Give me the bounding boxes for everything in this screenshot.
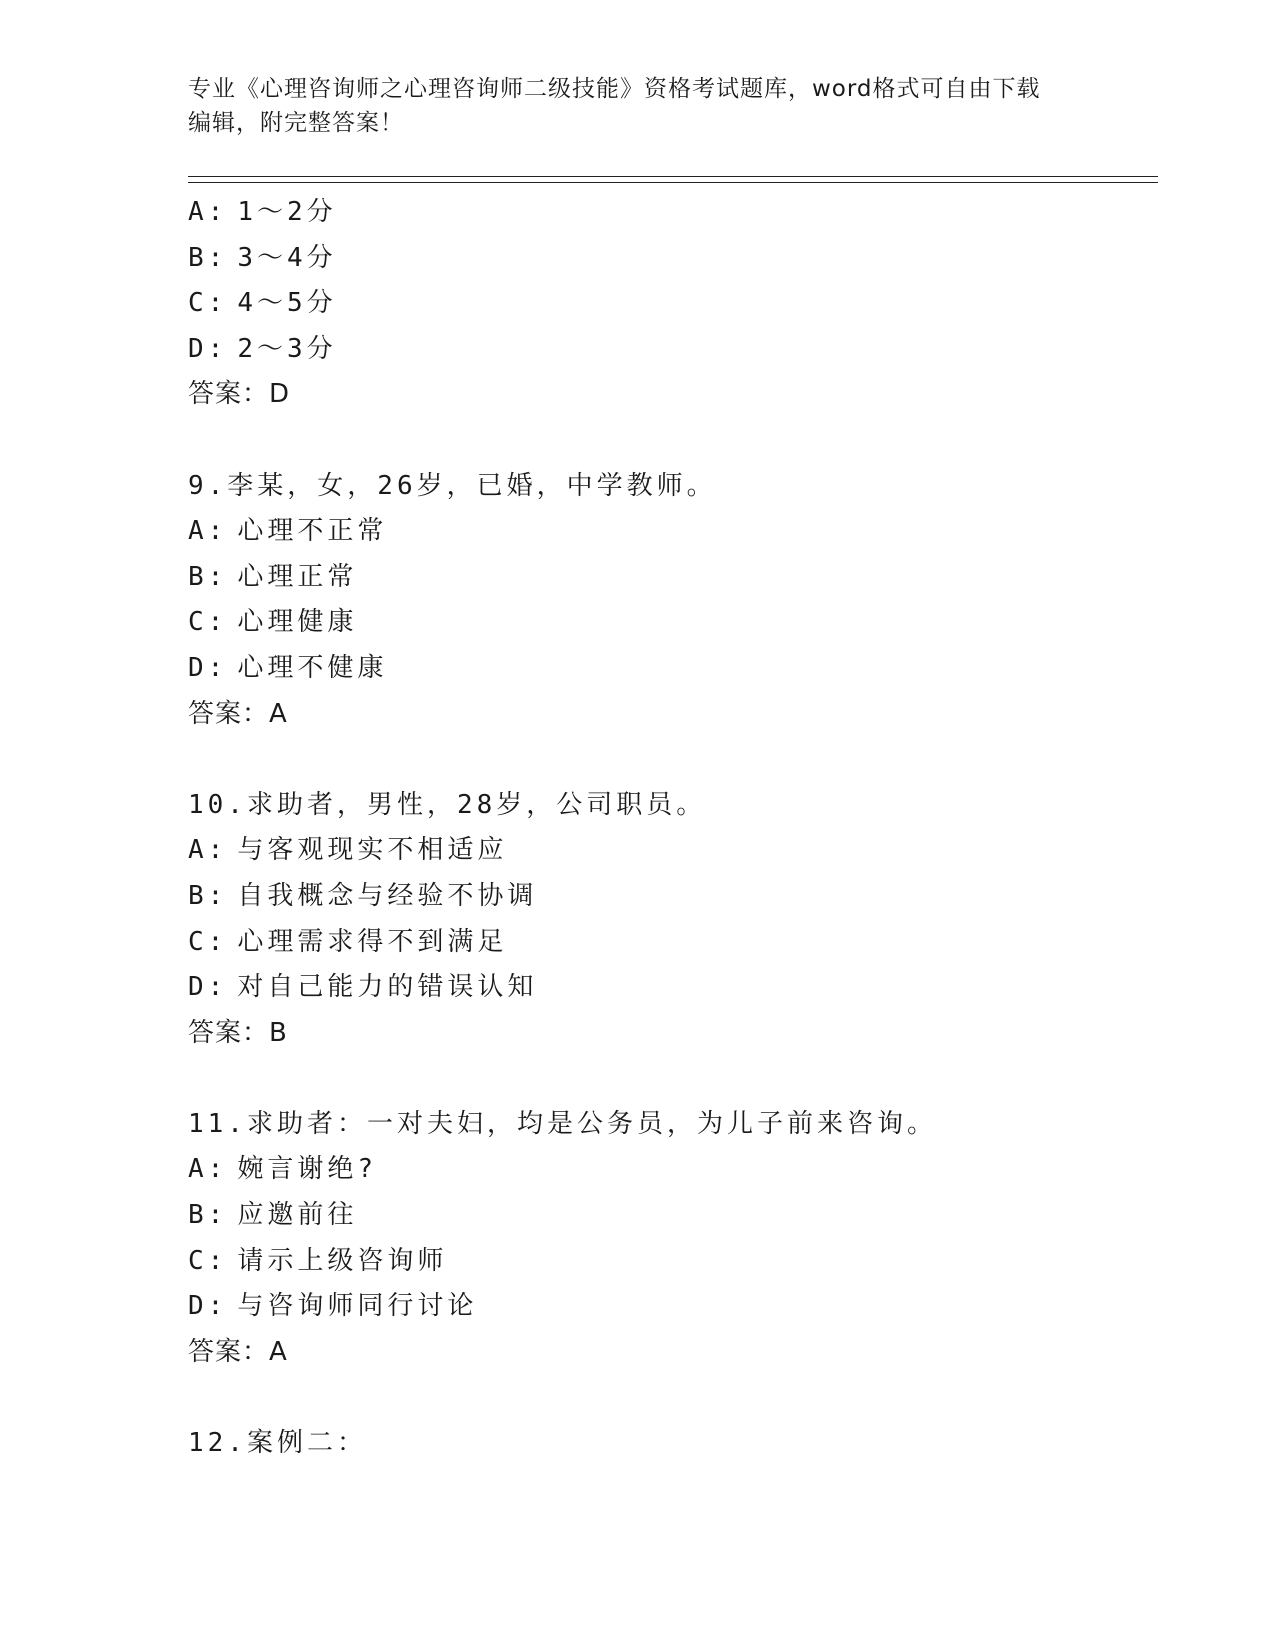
answer: 答案：A: [188, 1336, 288, 1367]
spacer: [188, 1056, 1168, 1102]
answer: 答案：B: [188, 1017, 288, 1048]
question-9: [188, 464, 1168, 738]
option-c: C: 4～5分: [188, 288, 337, 319]
option-a: A: 婉言谢绝?: [188, 1154, 377, 1185]
answer: 答案：D: [188, 379, 291, 410]
header-line-1: 专业《心理咨询师之心理咨询师二级技能》资格考试题库，word格式可自由下载: [188, 76, 1041, 102]
header-divider-top: [188, 176, 1158, 177]
option-d: D: 心理不健康: [188, 652, 388, 683]
option-a: A: 心理不正常: [188, 516, 388, 547]
question-stem: 9.李某，女，26岁，已婚，中学教师。: [188, 470, 717, 501]
option-a: A: 1～2分: [188, 197, 337, 227]
question-8: [188, 190, 1168, 418]
document-header: [188, 72, 1088, 140]
option-d: D: 与咨询师同行讨论: [188, 1291, 478, 1322]
spacer: [188, 1375, 1168, 1421]
option-d: D: 2～3分: [188, 333, 337, 364]
option-c: C: 请示上级咨询师: [188, 1245, 448, 1276]
option-b: B: 心理正常: [188, 561, 358, 592]
question-stem: 12.案例二：: [188, 1428, 367, 1459]
option-c: C: 心理健康: [188, 607, 358, 638]
question-12: [188, 1421, 1168, 1467]
header-divider-bottom: [188, 182, 1158, 183]
question-list: [188, 190, 1168, 1467]
option-b: B: 应邀前往: [188, 1200, 358, 1231]
answer: 答案：A: [188, 698, 288, 729]
question-11: [188, 1102, 1168, 1376]
spacer: [188, 737, 1168, 783]
option-b: B: 3～4分: [188, 242, 337, 273]
question-stem: 11.求助者：一对夫妇，均是公务员，为儿子前来咨询。: [188, 1108, 937, 1139]
option-a: A: 与客观现实不相适应: [188, 835, 508, 866]
question-stem: 10.求助者，男性，28岁，公司职员。: [188, 789, 707, 820]
header-line-2: 编辑，附完整答案！: [188, 110, 404, 136]
option-d: D: 对自己能力的错误认知: [188, 972, 538, 1003]
option-b: B: 自我概念与经验不协调: [188, 880, 538, 911]
spacer: [188, 418, 1168, 464]
option-c: C: 心理需求得不到满足: [188, 926, 508, 957]
question-10: [188, 783, 1168, 1057]
